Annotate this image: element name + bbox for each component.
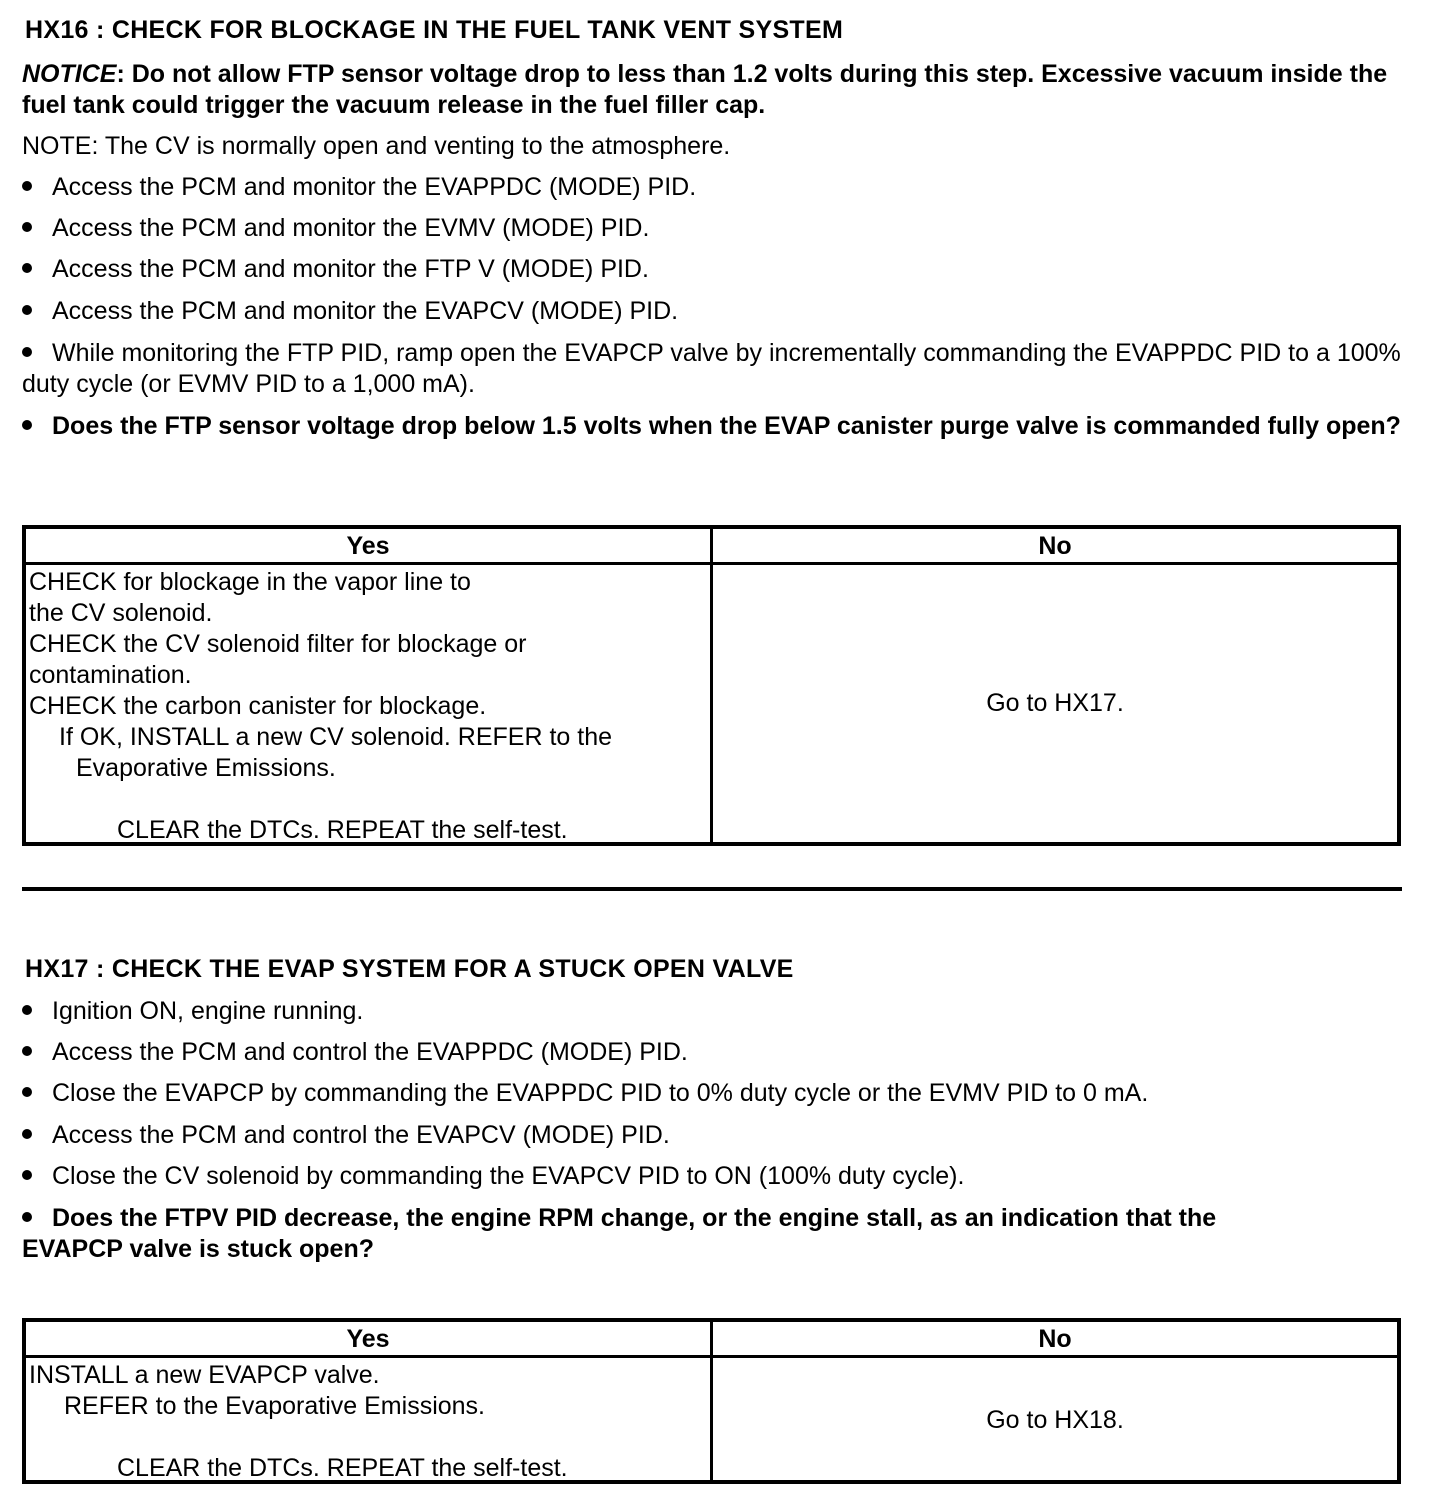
hx16-note: NOTE: The CV is normally open and venting to the atmosphere.	[22, 132, 731, 160]
no-header: No	[1038, 532, 1072, 560]
bullet-text: Access the PCM and monitor the FTP V (MODE) PID.	[52, 255, 649, 283]
yes-line: If OK, INSTALL a new CV solenoid. REFER to the	[59, 723, 613, 751]
hx17-result-table	[22, 1318, 1401, 1484]
bullet-text: Access the PCM and control the EVAPCV (MODE) PID.	[52, 1121, 670, 1149]
bullet-text: Access the PCM and control the EVAPPDC (MODE) PID.	[52, 1038, 688, 1066]
section-divider	[22, 887, 1402, 891]
bullet-text: Close the CV solenoid by commanding the EVAPCV PID to ON (100% duty cycle).	[52, 1162, 965, 1190]
hx17-bullet	[22, 997, 363, 1026]
bullet-dot-icon	[22, 305, 32, 315]
question-text: Does the FTPV PID decrease, the engine RPM change, or the engine stall, as an indication that the EVAPCP valve is stuck open?	[22, 1204, 1217, 1263]
hx16-bullet	[22, 173, 696, 202]
hx16-notice	[22, 59, 1392, 121]
no-header: No	[1038, 1325, 1072, 1353]
hx17-title: HX17 : CHECK THE EVAP SYSTEM FOR A STUCK OPEN VALVE	[25, 955, 794, 983]
hx17-question	[22, 1203, 1312, 1265]
bullet-dot-icon	[22, 1212, 32, 1222]
yes-cell	[29, 567, 612, 846]
hx17-bullet	[22, 1162, 964, 1191]
yes-line: CHECK the CV solenoid filter for blockage or	[29, 630, 527, 658]
yes-line: REFER to the Evaporative Emissions.	[64, 1392, 485, 1420]
hx17-bullet	[22, 1079, 1148, 1108]
hx16-bullet	[22, 297, 678, 326]
hx17-bullet	[22, 1121, 670, 1150]
yes-header: Yes	[346, 1325, 390, 1353]
yes-header: Yes	[346, 532, 390, 560]
hx16-bullet	[22, 255, 649, 284]
bullet-dot-icon	[22, 420, 32, 430]
bullet-dot-icon	[22, 222, 32, 232]
table-divider	[710, 529, 713, 842]
bullet-dot-icon	[22, 181, 32, 191]
bullet-dot-icon	[22, 1046, 32, 1056]
hx17-bullet	[22, 1038, 688, 1067]
notice-label: NOTICE	[22, 60, 117, 88]
bullet-dot-icon	[22, 1129, 32, 1139]
yes-line: CLEAR the DTCs. REPEAT the self-test.	[117, 816, 568, 844]
hx16-title: HX16 : CHECK FOR BLOCKAGE IN THE FUEL TANK VENT SYSTEM	[25, 16, 844, 44]
yes-line: contamination.	[29, 661, 192, 689]
yes-line: Evaporative Emissions.	[76, 754, 336, 782]
yes-line: CHECK the carbon canister for blockage.	[29, 692, 487, 720]
bullet-text: Access the PCM and monitor the EVAPPDC (MODE) PID.	[52, 173, 697, 201]
hx16-procedure	[22, 338, 1402, 400]
bullet-text: Access the PCM and monitor the EVMV (MODE) PID.	[52, 214, 650, 242]
yes-line: the CV solenoid.	[29, 599, 213, 627]
yes-line: CLEAR the DTCs. REPEAT the self-test.	[117, 1454, 568, 1482]
hx16-question	[22, 411, 1402, 442]
yes-cell	[29, 1360, 568, 1484]
hx16-bullet	[22, 214, 649, 243]
yes-line: CHECK for blockage in the vapor line to	[29, 568, 471, 596]
procedure-text: While monitoring the FTP PID, ramp open the EVAPCP valve by incrementally commanding the EVAPPDC PID to a 100% duty cycle (or EVMV PID to a 1,000 mA).	[22, 339, 1401, 398]
bullet-text: Close the EVAPCP by commanding the EVAPPDC PID to 0% duty cycle or the EVMV PID to 0 mA.	[52, 1079, 1149, 1107]
bullet-dot-icon	[22, 1005, 32, 1015]
question-text: Does the FTP sensor voltage drop below 1.5 volts when the EVAP canister purge valve is commanded fully open?	[52, 412, 1401, 440]
no-cell: Go to HX18.	[986, 1406, 1124, 1434]
bullet-text: Ignition ON, engine running.	[52, 997, 364, 1025]
notice-text: : Do not allow FTP sensor voltage drop to less than 1.2 volts during this step. Excessive vacuum inside the fuel tank could trigger the vacuum release in the fuel filler cap.	[22, 60, 1388, 119]
bullet-dot-icon	[22, 347, 32, 357]
hx16-result-table	[22, 525, 1401, 846]
bullet-dot-icon	[22, 263, 32, 273]
yes-line: INSTALL a new EVAPCP valve.	[29, 1361, 380, 1389]
table-divider	[710, 1322, 713, 1480]
no-cell: Go to HX17.	[986, 689, 1124, 717]
bullet-text: Access the PCM and monitor the EVAPCV (MODE) PID.	[52, 297, 679, 325]
bullet-dot-icon	[22, 1170, 32, 1180]
bullet-dot-icon	[22, 1087, 32, 1097]
